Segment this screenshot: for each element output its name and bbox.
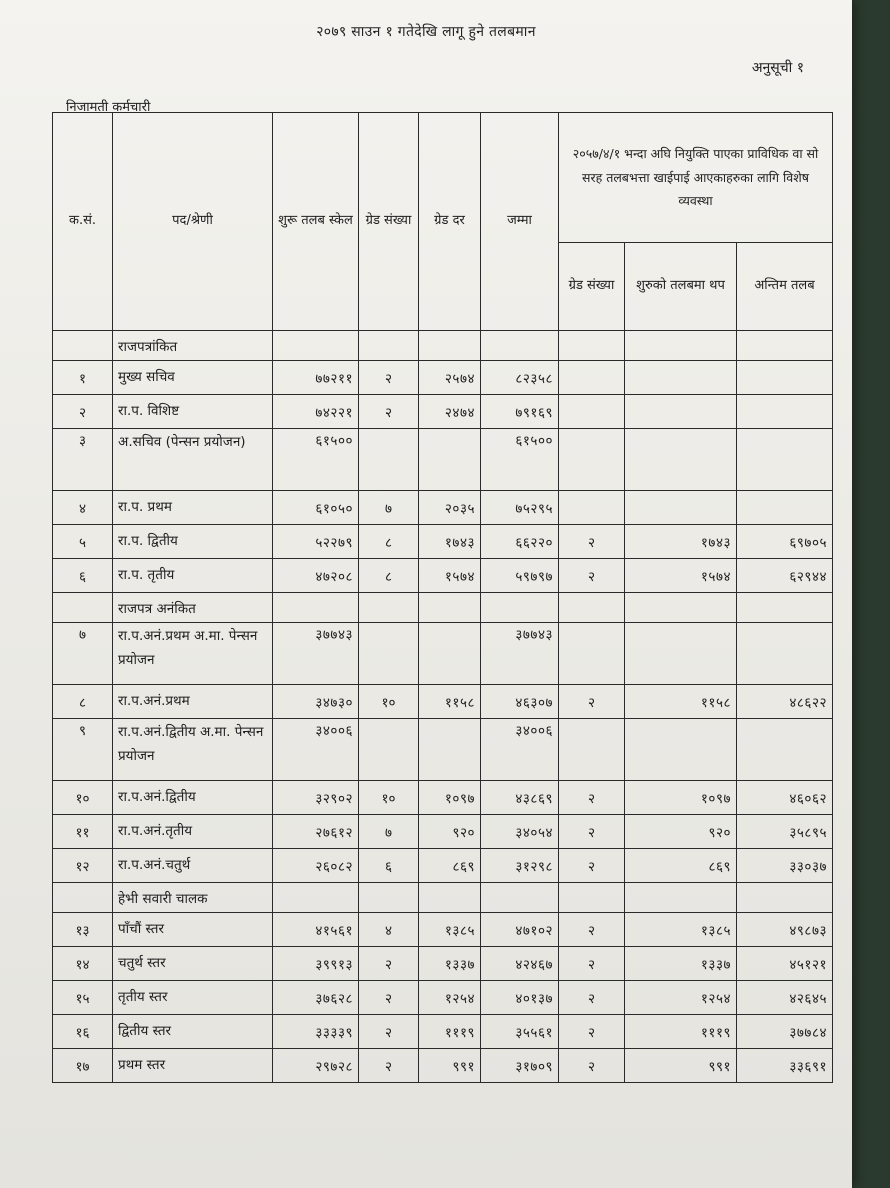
cell-post: रा.प. द्वितीय (113, 525, 273, 559)
cell-post: तृतीय स्तर (113, 981, 273, 1015)
cell-start-scale: ३२९०२ (273, 781, 359, 815)
cell-grade-rate (419, 719, 481, 781)
cell-sn: ३ (53, 429, 113, 491)
cell-sn: १६ (53, 1015, 113, 1049)
cell-start-scale: ३७६२८ (273, 981, 359, 1015)
annex-label: अनुसूची १ (751, 60, 804, 76)
cell-post: द्वितीय स्तर (113, 1015, 273, 1049)
cell-total: ३१२९८ (481, 849, 559, 883)
section-title: राजपत्र अनंकित (113, 593, 273, 623)
cell-special-grade-count: २ (559, 559, 625, 593)
cell-grade-count: १० (359, 781, 419, 815)
table-caption: निजामती कर्मचारी (66, 100, 151, 115)
cell-start-scale: ३७७४३ (273, 623, 359, 685)
cell-sn: १७ (53, 1049, 113, 1083)
cell-special-add (625, 491, 737, 525)
cell-special-add: १७४३ (625, 525, 737, 559)
cell-grade-rate: १७४३ (419, 525, 481, 559)
cell-special-add (625, 429, 737, 491)
cell-special-add: १११९ (625, 1015, 737, 1049)
cell-post: चतुर्थ स्तर (113, 947, 273, 981)
table-row (53, 685, 833, 719)
cell-special-final (737, 719, 833, 781)
empty-cell (559, 593, 625, 623)
cell-special-grade-count (559, 623, 625, 685)
cell-total: ४६३०७ (481, 685, 559, 719)
cell-grade-count: २ (359, 361, 419, 395)
header-grade-count: ग्रेड संख्या (359, 113, 419, 331)
empty-cell (481, 883, 559, 913)
cell-special-add: १५७४ (625, 559, 737, 593)
cell-grade-count: १० (359, 685, 419, 719)
cell-total: ३५५६१ (481, 1015, 559, 1049)
cell-total: ३४०५४ (481, 815, 559, 849)
empty-cell (273, 331, 359, 361)
empty-cell (625, 331, 737, 361)
cell-special-grade-count: २ (559, 913, 625, 947)
cell-grade-rate: १२५४ (419, 981, 481, 1015)
cell-grade-rate: २०३५ (419, 491, 481, 525)
cell-start-scale: २७६१२ (273, 815, 359, 849)
cell-start-scale: २९७२८ (273, 1049, 359, 1083)
cell-special-grade-count (559, 429, 625, 491)
cell-grade-rate: ९९१ (419, 1049, 481, 1083)
empty-cell (419, 593, 481, 623)
cell-special-final (737, 491, 833, 525)
salary-table (52, 112, 833, 1083)
cell-sn: १० (53, 781, 113, 815)
section-title: हेभी सवारी चालक (113, 883, 273, 913)
cell-special-final: ४२६४५ (737, 981, 833, 1015)
cell-post: रा.प. प्रथम (113, 491, 273, 525)
cell-grade-rate: १५७४ (419, 559, 481, 593)
cell-special-final (737, 429, 833, 491)
cell-special-grade-count: २ (559, 685, 625, 719)
table-row (53, 719, 833, 781)
cell-post: मुख्य सचिव (113, 361, 273, 395)
cell-grade-count: ७ (359, 491, 419, 525)
cell-special-grade-count: २ (559, 525, 625, 559)
cell-special-final: ३३०३७ (737, 849, 833, 883)
section-title: राजपत्रांकित (113, 331, 273, 361)
section-header-row (53, 883, 833, 913)
cell-grade-rate (419, 623, 481, 685)
table-row (53, 429, 833, 491)
cell-total: ७९१६९ (481, 395, 559, 429)
cell-grade-count: २ (359, 1015, 419, 1049)
cell-special-grade-count: २ (559, 849, 625, 883)
cell-special-grade-count: २ (559, 815, 625, 849)
cell-start-scale: ३९९१३ (273, 947, 359, 981)
empty-cell (419, 883, 481, 913)
cell-grade-count: ७ (359, 815, 419, 849)
header-sn: क.सं. (53, 113, 113, 331)
cell-grade-rate: ८६९ (419, 849, 481, 883)
table-row (53, 913, 833, 947)
empty-cell (737, 883, 833, 913)
cell-special-final (737, 361, 833, 395)
cell-sn: १४ (53, 947, 113, 981)
document-title: २०७९ साउन १ गतेदेखि लागू हुने तलबमान (316, 24, 536, 40)
cell-post: रा.प.अनं.चतुर्थ (113, 849, 273, 883)
cell-special-grade-count: २ (559, 947, 625, 981)
cell-special-add (625, 361, 737, 395)
cell-grade-rate: ९२० (419, 815, 481, 849)
empty-cell (419, 331, 481, 361)
cell-grade-rate: १११९ (419, 1015, 481, 1049)
cell-special-add (625, 623, 737, 685)
empty-cell (481, 593, 559, 623)
cell-start-scale: ७४२२१ (273, 395, 359, 429)
cell-special-grade-count (559, 395, 625, 429)
cell-start-scale: २६०८२ (273, 849, 359, 883)
cell-post: रा.प.अनं.तृतीय (113, 815, 273, 849)
table-row (53, 781, 833, 815)
cell-special-final (737, 623, 833, 685)
header-grade-rate: ग्रेड दर (419, 113, 481, 331)
empty-cell (359, 883, 419, 913)
table-row (53, 815, 833, 849)
cell-special-final: ३५८९५ (737, 815, 833, 849)
cell-special-final: ४५१२१ (737, 947, 833, 981)
cell-grade-count: ८ (359, 525, 419, 559)
header-special-provision: २०५७/४/१ भन्दा अघि नियुक्ति पाएका प्राविधिक वा सो सरह तलबभत्ता खाईपाई आएकाहरुका लागि विशेष व्यवस्था (559, 113, 833, 243)
table-row (53, 491, 833, 525)
cell-total: ३१७०९ (481, 1049, 559, 1083)
cell-special-add: ९९१ (625, 1049, 737, 1083)
cell-special-grade-count: २ (559, 1049, 625, 1083)
cell-start-scale: ३४७३० (273, 685, 359, 719)
cell-total: ३७७४३ (481, 623, 559, 685)
cell-grade-rate: १०९७ (419, 781, 481, 815)
table-row (53, 947, 833, 981)
cell-sn: १५ (53, 981, 113, 1015)
cell-grade-count: २ (359, 947, 419, 981)
header-total: जम्मा (481, 113, 559, 331)
cell-sn: ४ (53, 491, 113, 525)
cell-total: ५९७९७ (481, 559, 559, 593)
cell-total: ६६२२० (481, 525, 559, 559)
cell-total: ७५२९५ (481, 491, 559, 525)
table-row (53, 361, 833, 395)
cell-grade-count (359, 623, 419, 685)
empty-cell (53, 883, 113, 913)
cell-sn: १३ (53, 913, 113, 947)
cell-grade-count: ८ (359, 559, 419, 593)
cell-special-add: १०९७ (625, 781, 737, 815)
cell-special-add: ९२० (625, 815, 737, 849)
table-row (53, 623, 833, 685)
cell-total: ४२४६७ (481, 947, 559, 981)
empty-cell (737, 331, 833, 361)
header-start-scale: शुरू तलब स्केल (273, 113, 359, 331)
cell-post: रा.प. विशिष्ट (113, 395, 273, 429)
cell-post: पाँचौं स्तर (113, 913, 273, 947)
cell-grade-count: २ (359, 395, 419, 429)
table-row (53, 559, 833, 593)
section-header-row (53, 331, 833, 361)
empty-cell (273, 593, 359, 623)
cell-post: रा.प.अनं.प्रथम अ.मा. पेन्सन प्रयोजन (113, 623, 273, 685)
cell-start-scale: ५२२७९ (273, 525, 359, 559)
cell-special-final (737, 395, 833, 429)
table-row (53, 525, 833, 559)
cell-special-add (625, 719, 737, 781)
empty-cell (559, 331, 625, 361)
empty-cell (359, 331, 419, 361)
empty-cell (359, 593, 419, 623)
cell-special-add: १२५४ (625, 981, 737, 1015)
cell-start-scale: ३३३३९ (273, 1015, 359, 1049)
cell-grade-count: ६ (359, 849, 419, 883)
cell-grade-count: २ (359, 981, 419, 1015)
cell-total: ४३८६९ (481, 781, 559, 815)
cell-sn: १ (53, 361, 113, 395)
header-post: पद/श्रेणी (113, 113, 273, 331)
cell-special-grade-count (559, 719, 625, 781)
header-special-add-to-start: शुरुको तलबमा थप (625, 243, 737, 331)
cell-special-grade-count: २ (559, 1015, 625, 1049)
cell-special-add: १३८५ (625, 913, 737, 947)
cell-start-scale: ७७२११ (273, 361, 359, 395)
cell-post: रा.प. तृतीय (113, 559, 273, 593)
empty-cell (273, 883, 359, 913)
cell-grade-rate: ११५८ (419, 685, 481, 719)
cell-special-final: ३७७८४ (737, 1015, 833, 1049)
cell-sn: ६ (53, 559, 113, 593)
cell-special-add (625, 395, 737, 429)
cell-special-final: ३३६९१ (737, 1049, 833, 1083)
cell-grade-count (359, 429, 419, 491)
cell-post: रा.प.अनं.द्वितीय (113, 781, 273, 815)
cell-grade-count: २ (359, 1049, 419, 1083)
cell-total: ३४००६ (481, 719, 559, 781)
empty-cell (625, 593, 737, 623)
cell-post: रा.प.अनं.प्रथम (113, 685, 273, 719)
empty-cell (737, 593, 833, 623)
cell-post: अ.सचिव (पेन्सन प्रयोजन) (113, 429, 273, 491)
empty-cell (53, 331, 113, 361)
cell-special-grade-count (559, 361, 625, 395)
cell-special-final: ४९८७३ (737, 913, 833, 947)
cell-sn: २ (53, 395, 113, 429)
cell-post: रा.प.अनं.द्वितीय अ.मा. पेन्सन प्रयोजन (113, 719, 273, 781)
empty-cell (625, 883, 737, 913)
cell-special-grade-count (559, 491, 625, 525)
cell-special-grade-count: २ (559, 981, 625, 1015)
cell-sn: १२ (53, 849, 113, 883)
cell-grade-rate: १३३७ (419, 947, 481, 981)
cell-sn: ५ (53, 525, 113, 559)
table-row (53, 849, 833, 883)
cell-total: ४०१३७ (481, 981, 559, 1015)
cell-sn: ७ (53, 623, 113, 685)
cell-special-final: ६२९४४ (737, 559, 833, 593)
header-special-final: अन्तिम तलब (737, 243, 833, 331)
cell-start-scale: ४१५६१ (273, 913, 359, 947)
empty-cell (559, 883, 625, 913)
cell-start-scale: ३४००६ (273, 719, 359, 781)
cell-special-add: १३३७ (625, 947, 737, 981)
empty-cell (481, 331, 559, 361)
cell-total: ४७१०२ (481, 913, 559, 947)
header-special-grade-count: ग्रेड संख्या (559, 243, 625, 331)
cell-grade-rate (419, 429, 481, 491)
cell-start-scale: ६१०५० (273, 491, 359, 525)
section-header-row (53, 593, 833, 623)
table-row (53, 1015, 833, 1049)
cell-start-scale: ४७२०८ (273, 559, 359, 593)
cell-grade-rate: २५७४ (419, 361, 481, 395)
cell-grade-count: ४ (359, 913, 419, 947)
cell-sn: ११ (53, 815, 113, 849)
cell-special-add: ८६९ (625, 849, 737, 883)
cell-post: प्रथम स्तर (113, 1049, 273, 1083)
cell-total: ८२३५८ (481, 361, 559, 395)
cell-special-add: ११५८ (625, 685, 737, 719)
cell-special-final: ४८६२२ (737, 685, 833, 719)
cell-special-grade-count: २ (559, 781, 625, 815)
cell-special-final: ४६०६२ (737, 781, 833, 815)
cell-sn: ८ (53, 685, 113, 719)
cell-grade-rate: १३८५ (419, 913, 481, 947)
cell-special-final: ६९७०५ (737, 525, 833, 559)
empty-cell (53, 593, 113, 623)
cell-grade-count (359, 719, 419, 781)
cell-start-scale: ६१५०० (273, 429, 359, 491)
cell-total: ६१५०० (481, 429, 559, 491)
cell-grade-rate: २४७४ (419, 395, 481, 429)
table-body (53, 331, 833, 1083)
table-row (53, 981, 833, 1015)
table-row (53, 395, 833, 429)
table-row (53, 1049, 833, 1083)
cell-sn: ९ (53, 719, 113, 781)
